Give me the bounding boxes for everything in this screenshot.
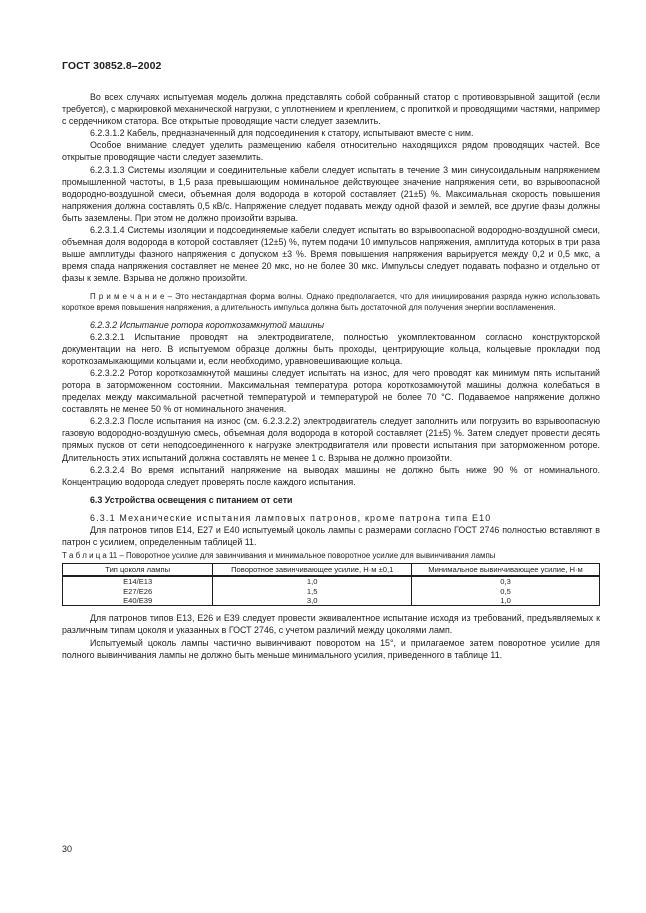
section-heading: 6.2.3.2 Испытание ротора короткозамкнутой машины [90,319,325,330]
paragraph: Особое внимание следует уделить размещению кабеля относительно находящихся рядом проводящих частей. Все открытые проводящие части следует заземлить. [62,140,600,163]
paragraph: Для патронов типов Е13, Е26 и Е39 следует провести эквивалентное испытание исходя из требований, предъявляемых к различным типам цоколя и указанных в ГОСТ 2746, с учетом различий между цоколями ламп. [62,613,600,636]
paragraph: Для патронов типов Е14, Е27 и Е40 испытуемый цоколь лампы с размерами согласно ГОСТ 2746 полностью вставляют в патрон с усилием, определенным таблицей 11. [62,525,600,548]
table-cell: 1,0 [213,576,412,586]
paragraph: Во всех случаях испытуемая модель должна представлять собой собранный статор с противовзрывной защитой (если требуется), с маркировкой механической нагрузки, с уплотнением и креплением, с пропиткой и проводящими частями, например с сердечником статора. Все открытые проводящие части следует заземлить. [62,92,600,127]
table-header-cell: Минимальное вывинчивающее усилие, Н·м [412,564,600,577]
paragraph: 6.2.3.2.3 После испытания на износ (см. 6.2.3.2.2) электродвигатель следует заполнить или погрузить во взрывоопасную газовую водородно-воздушную смесь, объемная доля водорода в которой составляет (21±5) %. Затем следует провести десять прямых пусков от сети неподсоединенного к нагрузке электродвигателя или провести испытания при заторможенном роторе. Длительность этих испытаний должна составлять не менее 1 с. Взрыва не должно произойти. [62,416,600,463]
table-11 [62,563,600,606]
note-text: – Это нестандартная форма волны. Однако предполагается, что для инициирования разряда нужно использовать короткое время повышения напряжения, а длительность импульса должна быть достаточной для получения энергии воспламенения. [62,291,601,312]
table-row [63,576,600,586]
table-header-cell: Тип цоколя лампы [63,564,213,577]
table-label: Т а б л и ц а 11 [62,551,118,561]
paragraph: 6.2.3.2.2 Ротор короткозамкнутой машины следует испытать на износ, для чего проводят как минимум пять испытаний ротора в заторможенном состоянии. Максимальная температура ротора короткозамкнутой машины должна колебаться в пределах между максимальной расчетной температурой и температурой не более 70 °С. Подаваемое напряжение должно составлять не менее 50 % от номинального значения. [62,367,600,415]
table-cell: 0,3 [412,576,600,586]
table-cell: Е14/Е13 [63,576,213,586]
subsection-heading: 6.3.1 Механические испытания ламповых патронов, кроме патрона типа Е10 [90,512,492,523]
paragraph: 6.2.3.1.2 Кабель, предназначенный для подсоединения к статору, испытывают вместе с ним. [90,128,474,139]
paragraph: 6.2.3.2.4 Во время испытаний напряжение на выводах машины не должно быть ниже 90 % от номинального. Концентрацию водорода следует проверять после каждого испытания. [62,464,600,487]
standard-number: ГОСТ 30852.8–2002 [62,60,162,72]
table-cell: 1,0 [412,596,600,606]
table-cell: Е27/Е26 [63,587,213,596]
paragraph: Испытуемый цоколь лампы частично вывинчивают поворотом на 15°, и прилагаемое затем поворотное усилие для полного вывинчивания лампы не должно быть меньше минимального усилия, приведенного в таблице 11. [62,637,600,660]
paragraph: 6.2.3.1.4 Системы изоляции и подсоединяемые кабели следует испытать во взрывоопасной водородно-воздушной смеси, объемная доля водорода в которой составляет (12±5) %, путем подачи 10 импульсов напряжения, амплитуда которых в три раза выше амплитуды фазного напряжения с допуском ±3 %. Время повышения напряжения варьируется между 0,2 и 0,5 мкс, а время спада напряжения составляет не менее 20 мкс, но не более 30 мкс. Импульсы следует подавать пофазно и отдельно от фазы к земле. Взрыва не должно произойти. [62,225,600,284]
table-header-row [63,564,600,577]
document-body [62,91,600,661]
table-cell: 1,5 [213,587,412,596]
table-header-cell: Поворотное завинчивающее усилие, Н·м ±0,1 [213,564,412,577]
note [62,291,600,313]
table-cell: 0,5 [412,587,600,596]
table-cell: Е40/Е39 [63,596,213,606]
paragraph: 6.2.3.2.1 Испытание проводят на электродвигателе, полностью укомплектованном согласно конструкторской документации на него. В испытуемом образце должны быть проходы, центрирующие кольца, кольцевые прокладки под короткозамыкающими кольцами и, если необходимо, уравновешивающие кольца. [62,331,600,366]
table-cell: 3,0 [213,596,412,606]
paragraph: 6.2.3.1.3 Системы изоляции и соединительные кабели следует испытать в течение 3 мин синусоидальным напряжением промышленной частоты, в 1,5 раза превышающим номинальное действующее значение напряжения сети, во взрывоопасной водородно-воздушной смеси, объемная доля водорода в которой составляет (21±5) %. Максимальная скорость повышения напряжения должна составлять 0,5 кВ/с. Напряжение следует подавать между одной фазой и землей, все другие фазы должны быть заземлены. При этом не должно произойти взрыва. [62,164,600,223]
note-label: П р и м е ч а н и е [90,291,165,301]
table-caption-text: – Поворотное усилие для завинчивания и минимальное поворотное усилие для вывинчивания лампы [117,551,496,561]
table-row [63,587,600,596]
table-row [63,596,600,606]
section-heading: 6.3 Устройства освещения с питанием от сети [90,494,293,505]
page-number: 30 [62,844,73,854]
table-caption [62,550,600,561]
